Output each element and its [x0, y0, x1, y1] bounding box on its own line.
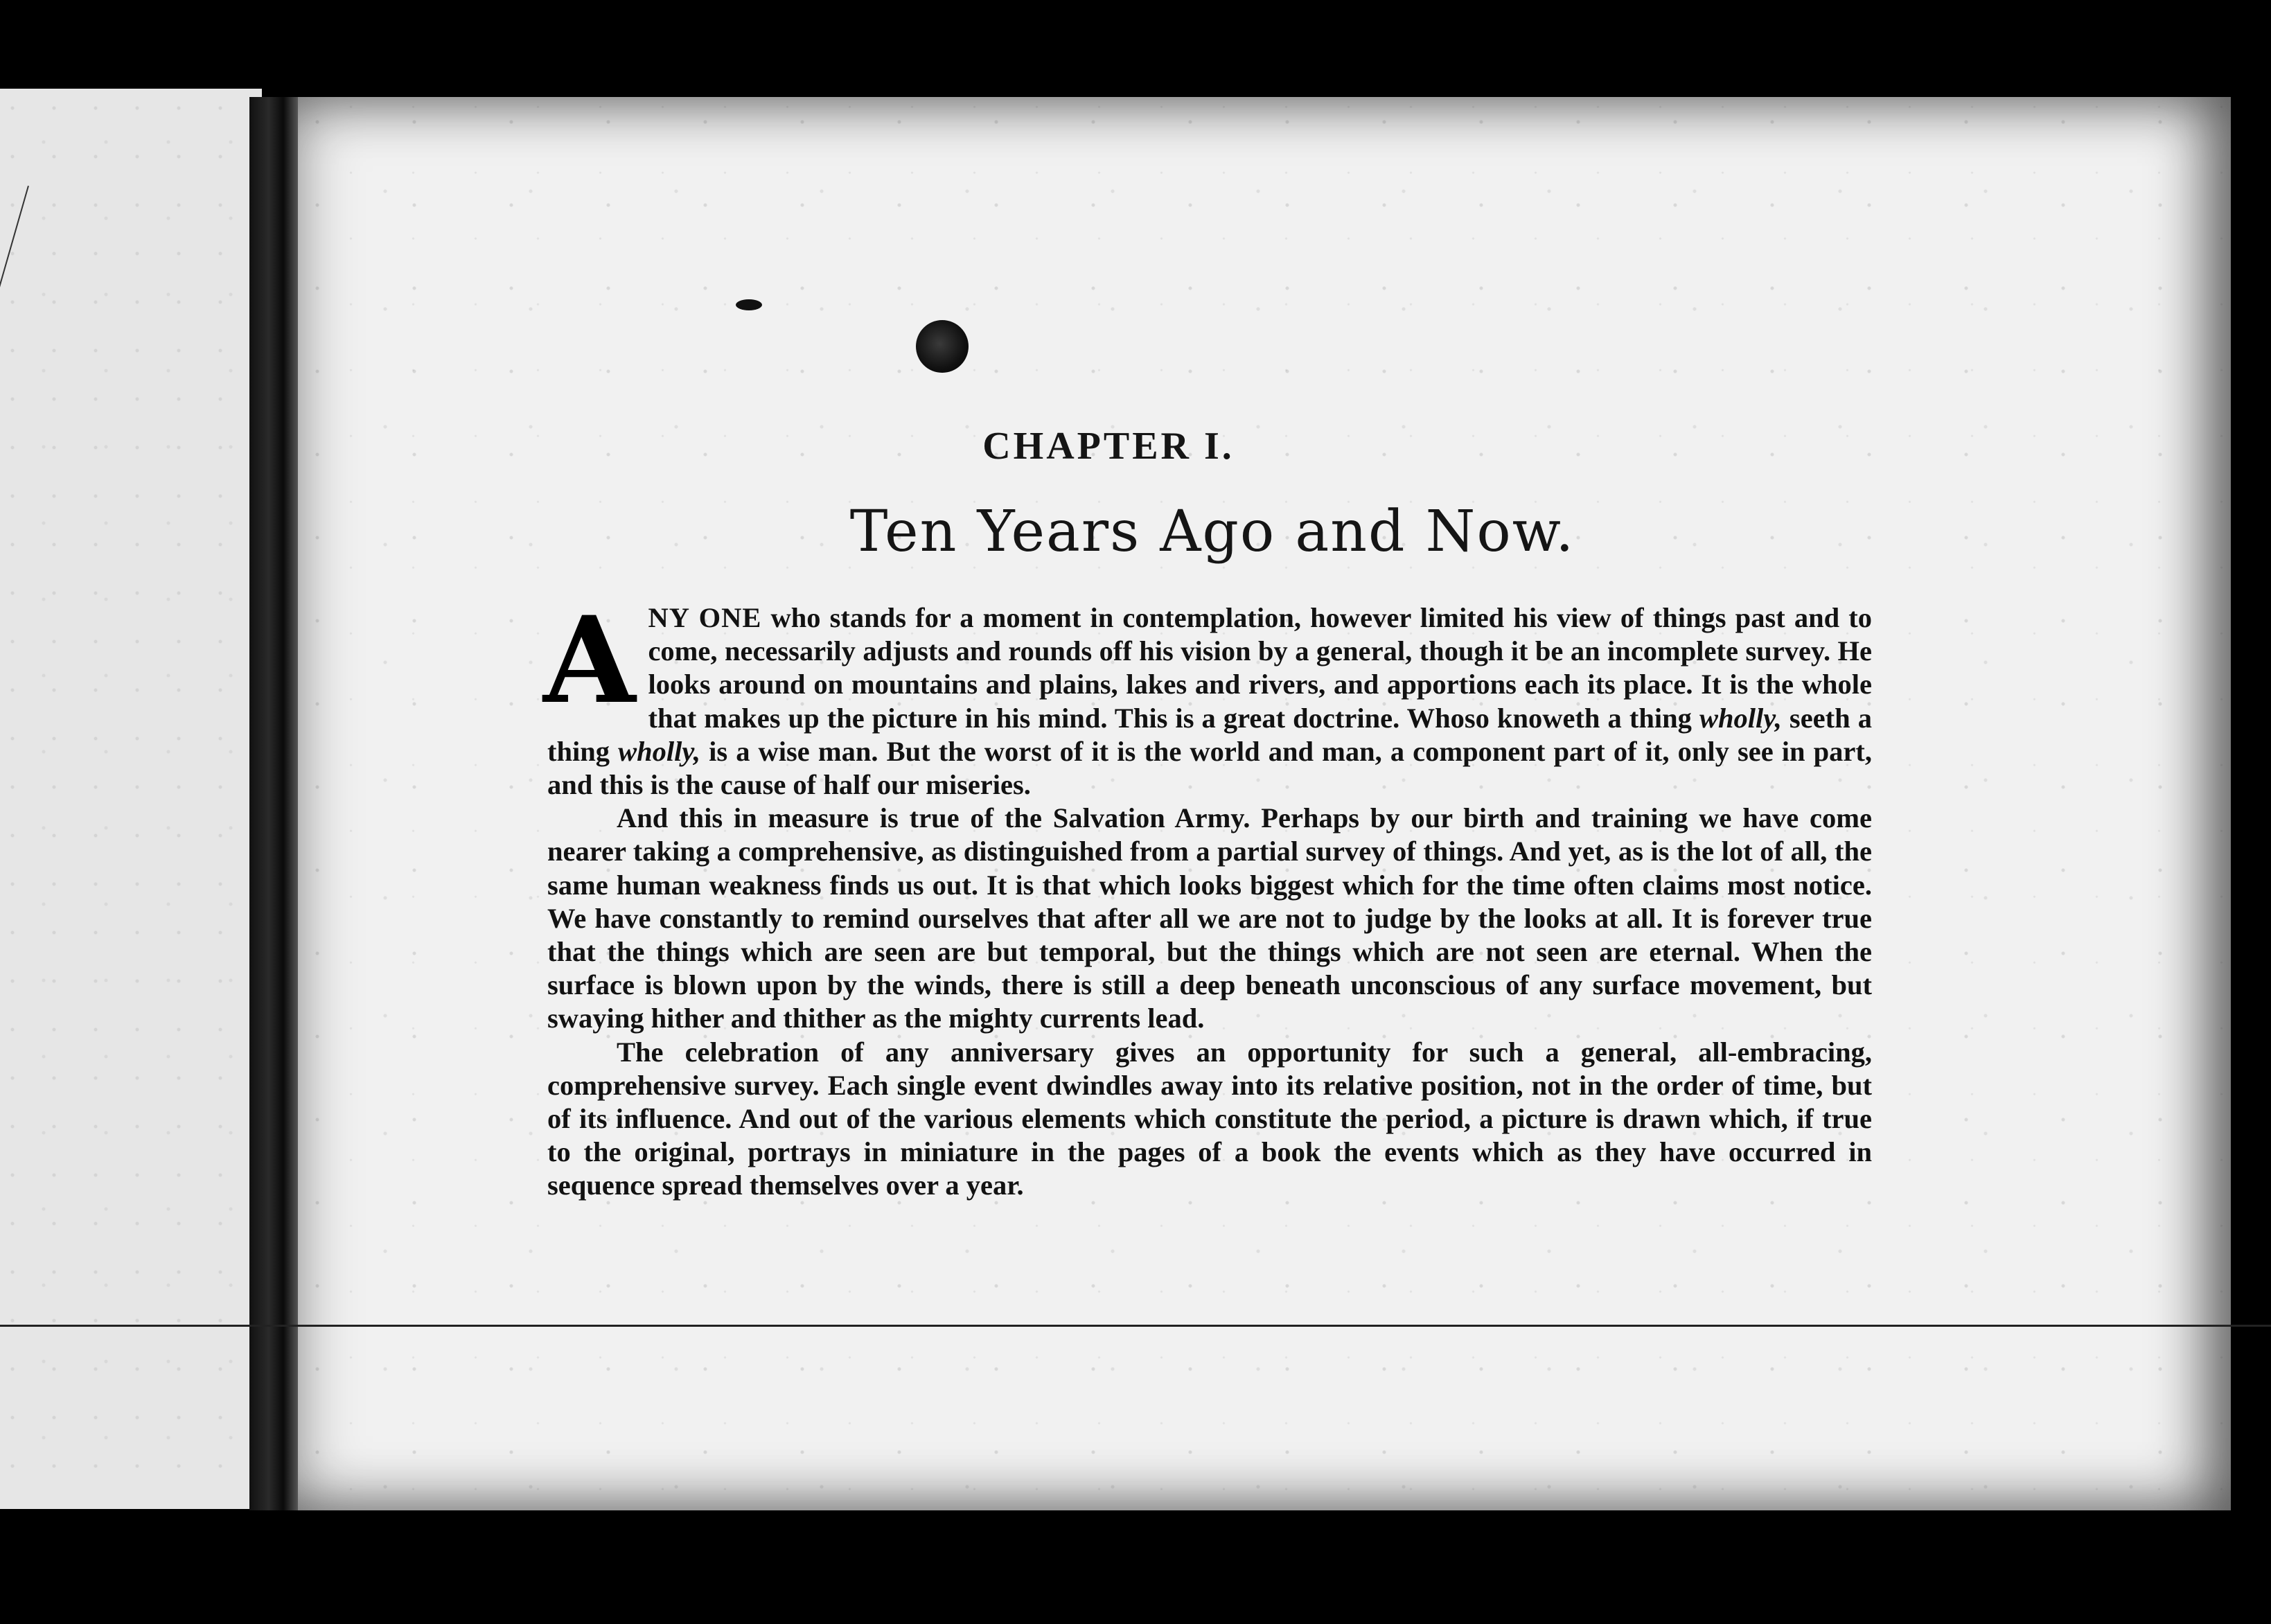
- chapter-title: Ten Years Ago and Now.: [849, 499, 1575, 565]
- book-gutter: [249, 97, 298, 1510]
- paragraph-1: [543, 590, 1873, 802]
- emphasis-wholly-2: wholly,: [618, 735, 701, 767]
- film-scratch: [0, 186, 29, 499]
- ink-blot: [916, 320, 969, 373]
- paragraph-1-text-a: who stands for a moment in contemplation, however limited his view of things past and to come, necessarily adjusts and rounds off his vision by a general, though it be an incomplete survey. He looks around on mountains and plains, lakes and rivers, and apportions each its place. It is the whole that makes up the picture in his mind. This is a great doctrine. Whoso knoweth a thing: [648, 602, 1873, 734]
- emphasis-wholly-1: wholly,: [1699, 702, 1782, 734]
- lead-in: NY ONE: [648, 602, 762, 633]
- paragraph-1-text-c: is a wise man. But the worst of it is the world and man, a component part of it, only see in part, and this is the cause of half our miseries.: [547, 735, 1872, 801]
- paragraph-3: The celebration of any anniversary gives an opportunity for such a general, all-embracing, comprehensive survey. Each single event dwindles away into its relative position, not in the order of time, but of its influence. And out of the various elements which constitute the period, a picture is drawn which, if true to the original, portrays in miniature in the pages of a book the events which as they have occurred in sequence spread themselves over a year.: [547, 1036, 1872, 1201]
- paragraph-2: And this in measure is true of the Salvation Army. Perhaps by our birth and training we have come nearer taking a comprehensive, as distinguished from a partial survey of things. And yet, as is the lot of all, the same human weakness finds us out. It is that which looks biggest which for the time often claims most notice. We have constantly to remind ourselves that after all we are not to judge by the looks at all. It is forever true that the things which are seen are but temporal, but the things which are not seen are eternal. When the surface is blown upon by the winds, there is still a deep beneath unconscious of any surface movement, but swaying hither and thither as the mighty currents lead.: [547, 802, 1872, 1034]
- chapter-heading: CHAPTER I.: [982, 425, 1235, 468]
- film-frame-line: [0, 1325, 2271, 1327]
- paragraph-1-text-b: seeth a thing: [547, 702, 1872, 767]
- facing-page-edge: [0, 89, 262, 1509]
- drop-cap: A: [543, 590, 636, 730]
- ink-speck: [736, 299, 762, 310]
- chapter-body: [543, 590, 1873, 1203]
